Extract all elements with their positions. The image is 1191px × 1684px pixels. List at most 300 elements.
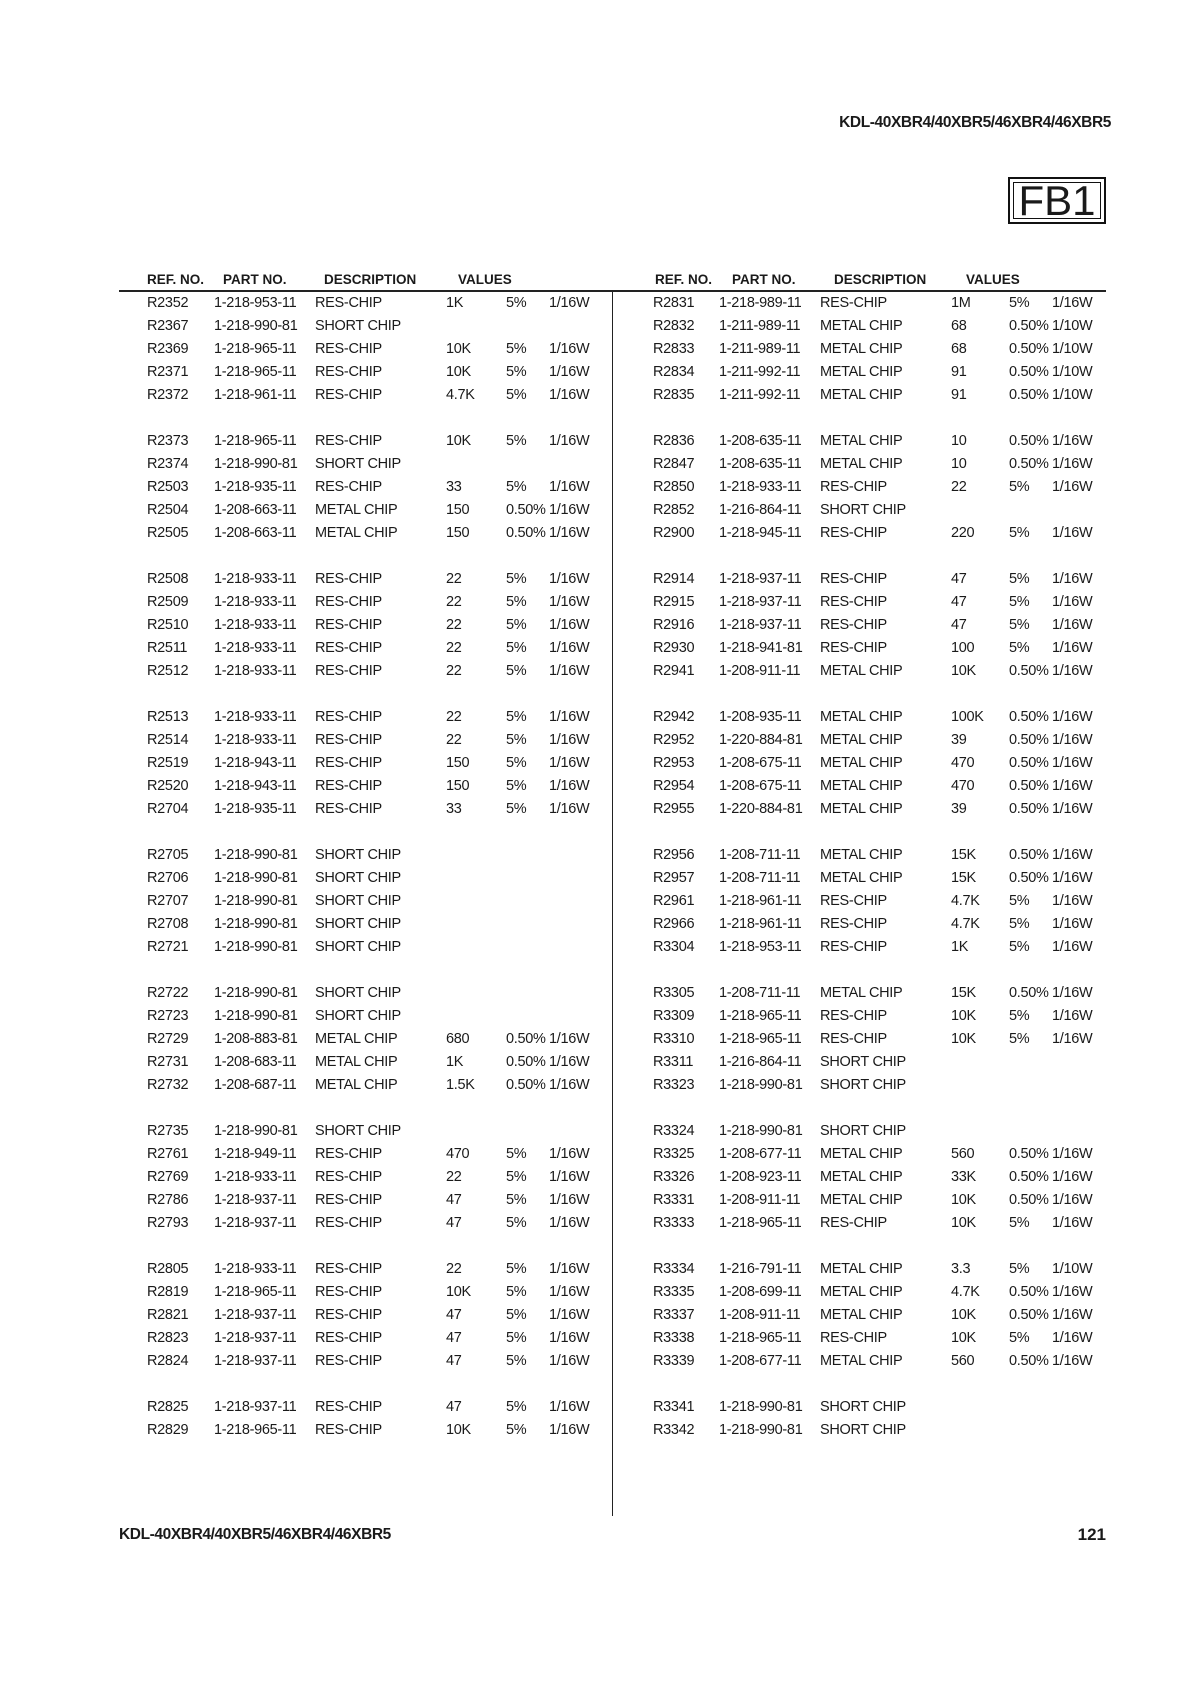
cell-value: 33K (951, 1169, 976, 1185)
cell-tolerance: 0.50% (1009, 1284, 1049, 1300)
cell-ref-no: R3309 (653, 1008, 695, 1024)
cell-ref-no: R2510 (147, 617, 189, 633)
cell-tolerance: 0.50% (506, 1054, 546, 1070)
cell-part-no: 1-218-933-11 (214, 1169, 297, 1185)
cell-part-no: 1-218-943-11 (214, 778, 297, 794)
cell-part-no: 1-208-635-11 (719, 456, 802, 472)
cell-wattage: 1/16W (1052, 916, 1093, 932)
cell-description: METAL CHIP (820, 341, 903, 357)
cell-part-no: 1-218-953-11 (214, 295, 297, 311)
cell-ref-no: R2831 (653, 295, 695, 311)
cell-description: RES-CHIP (315, 295, 382, 311)
footer-model: KDL-40XBR4/40XBR5/46XBR4/46XBR5 (119, 1526, 391, 1543)
cell-value: 470 (951, 755, 975, 771)
cell-ref-no: R2961 (653, 893, 695, 909)
cell-description: RES-CHIP (315, 640, 382, 656)
cell-description: RES-CHIP (315, 663, 382, 679)
cell-wattage: 1/16W (549, 364, 590, 380)
cell-description: RES-CHIP (315, 1169, 382, 1185)
cell-tolerance: 0.50% (1009, 985, 1049, 1001)
cell-tolerance: 0.50% (1009, 456, 1049, 472)
cell-description: METAL CHIP (315, 502, 398, 518)
cell-tolerance: 5% (1009, 1031, 1030, 1047)
cell-value: 22 (446, 594, 462, 610)
cell-ref-no: R2900 (653, 525, 695, 541)
cell-wattage: 1/16W (1052, 755, 1093, 771)
cell-wattage: 1/16W (549, 1330, 590, 1346)
cell-part-no: 1-218-965-11 (214, 341, 297, 357)
cell-description: METAL CHIP (820, 847, 903, 863)
cell-value: 10K (951, 1215, 976, 1231)
cell-description: METAL CHIP (820, 1192, 903, 1208)
cell-part-no: 1-218-937-11 (214, 1307, 297, 1323)
cell-part-no: 1-218-933-11 (214, 640, 297, 656)
cell-tolerance: 0.50% (1009, 778, 1049, 794)
cell-wattage: 1/16W (549, 1353, 590, 1369)
cell-tolerance: 5% (506, 755, 527, 771)
cell-value: 22 (446, 1169, 462, 1185)
cell-part-no: 1-218-937-11 (214, 1215, 297, 1231)
cell-description: SHORT CHIP (820, 1399, 906, 1415)
cell-wattage: 1/16W (549, 778, 590, 794)
cell-description: SHORT CHIP (315, 1008, 401, 1024)
cell-tolerance: 5% (1009, 1330, 1030, 1346)
cell-description: RES-CHIP (315, 1284, 382, 1300)
cell-value: 100K (951, 709, 984, 725)
cell-ref-no: R2704 (147, 801, 189, 817)
cell-tolerance: 5% (506, 1192, 527, 1208)
cell-wattage: 1/16W (1052, 571, 1093, 587)
cell-ref-no: R2706 (147, 870, 189, 886)
cell-tolerance: 0.50% (1009, 732, 1049, 748)
cell-wattage: 1/16W (1052, 709, 1093, 725)
cell-wattage: 1/16W (549, 1192, 590, 1208)
cell-value: 39 (951, 732, 967, 748)
cell-value: 22 (446, 571, 462, 587)
cell-wattage: 1/16W (549, 295, 590, 311)
cell-value: 39 (951, 801, 967, 817)
cell-part-no: 1-218-937-11 (719, 571, 802, 587)
cell-tolerance: 5% (506, 341, 527, 357)
cell-description: RES-CHIP (820, 893, 887, 909)
cell-part-no: 1-208-675-11 (719, 778, 802, 794)
cell-value: 10K (951, 1008, 976, 1024)
cell-ref-no: R2729 (147, 1031, 189, 1047)
cell-part-no: 1-218-990-81 (214, 985, 298, 1001)
cell-part-no: 1-218-965-11 (719, 1008, 802, 1024)
cell-tolerance: 5% (1009, 617, 1030, 633)
cell-tolerance: 0.50% (506, 1077, 546, 1093)
cell-tolerance: 0.50% (1009, 1353, 1049, 1369)
cell-ref-no: R2373 (147, 433, 189, 449)
cell-description: METAL CHIP (820, 1307, 903, 1323)
cell-wattage: 1/16W (1052, 985, 1093, 1001)
cell-tolerance: 0.50% (1009, 709, 1049, 725)
cell-wattage: 1/16W (549, 617, 590, 633)
header-values: VALUES (966, 272, 1020, 287)
cell-description: SHORT CHIP (315, 939, 401, 955)
cell-part-no: 1-218-990-81 (214, 939, 298, 955)
cell-tolerance: 0.50% (506, 525, 546, 541)
cell-ref-no: R2852 (653, 502, 695, 518)
cell-part-no: 1-218-990-81 (214, 456, 298, 472)
cell-part-no: 1-220-884-81 (719, 732, 803, 748)
cell-part-no: 1-220-884-81 (719, 801, 803, 817)
cell-part-no: 1-218-990-81 (214, 870, 298, 886)
column-divider (612, 290, 613, 1516)
cell-ref-no: R2953 (653, 755, 695, 771)
cell-description: SHORT CHIP (820, 502, 906, 518)
cell-wattage: 1/16W (1052, 801, 1093, 817)
cell-description: RES-CHIP (315, 1307, 382, 1323)
cell-value: 10 (951, 456, 967, 472)
cell-tolerance: 5% (506, 709, 527, 725)
cell-wattage: 1/16W (1052, 456, 1093, 472)
cell-ref-no: R2966 (653, 916, 695, 932)
cell-ref-no: R2512 (147, 663, 189, 679)
cell-part-no: 1-208-699-11 (719, 1284, 802, 1300)
cell-value: 150 (446, 502, 470, 518)
cell-part-no: 1-208-683-11 (214, 1054, 297, 1070)
cell-value: 10K (951, 1192, 976, 1208)
cell-part-no: 1-218-953-11 (719, 939, 802, 955)
cell-part-no: 1-208-677-11 (719, 1146, 802, 1162)
cell-description: METAL CHIP (820, 663, 903, 679)
cell-ref-no: R3335 (653, 1284, 695, 1300)
cell-description: RES-CHIP (315, 1399, 382, 1415)
cell-wattage: 1/10W (1052, 364, 1093, 380)
cell-wattage: 1/16W (549, 1422, 590, 1438)
cell-wattage: 1/16W (1052, 1330, 1093, 1346)
cell-value: 1K (951, 939, 969, 955)
cell-ref-no: R2825 (147, 1399, 189, 1415)
cell-tolerance: 5% (506, 1399, 527, 1415)
cell-description: SHORT CHIP (315, 870, 401, 886)
cell-value: 560 (951, 1146, 975, 1162)
cell-value: 22 (951, 479, 967, 495)
cell-part-no: 1-218-941-81 (719, 640, 803, 656)
cell-description: SHORT CHIP (820, 1123, 906, 1139)
cell-description: SHORT CHIP (315, 847, 401, 863)
cell-ref-no: R2914 (653, 571, 695, 587)
cell-value: 22 (446, 1261, 462, 1277)
cell-tolerance: 5% (506, 571, 527, 587)
cell-ref-no: R3333 (653, 1215, 695, 1231)
cell-description: RES-CHIP (315, 709, 382, 725)
cell-wattage: 1/16W (1052, 893, 1093, 909)
cell-ref-no: R2829 (147, 1422, 189, 1438)
cell-value: 15K (951, 847, 976, 863)
cell-tolerance: 0.50% (1009, 433, 1049, 449)
cell-value: 470 (951, 778, 975, 794)
cell-value: 15K (951, 870, 976, 886)
cell-ref-no: R3324 (653, 1123, 695, 1139)
cell-value: 47 (951, 617, 967, 633)
cell-ref-no: R3325 (653, 1146, 695, 1162)
cell-part-no: 1-208-883-81 (214, 1031, 298, 1047)
cell-value: 91 (951, 387, 967, 403)
cell-part-no: 1-218-961-11 (719, 893, 802, 909)
board-label: FB1 (1013, 182, 1101, 219)
cell-part-no: 1-218-990-81 (214, 318, 298, 334)
cell-description: RES-CHIP (315, 778, 382, 794)
cell-description: RES-CHIP (820, 939, 887, 955)
cell-part-no: 1-218-949-11 (214, 1146, 297, 1162)
cell-wattage: 1/16W (549, 755, 590, 771)
cell-tolerance: 0.50% (1009, 847, 1049, 863)
cell-description: METAL CHIP (820, 985, 903, 1001)
cell-ref-no: R2520 (147, 778, 189, 794)
cell-description: RES-CHIP (820, 916, 887, 932)
cell-description: RES-CHIP (820, 1008, 887, 1024)
cell-ref-no: R2957 (653, 870, 695, 886)
cell-description: RES-CHIP (820, 594, 887, 610)
cell-part-no: 1-218-933-11 (214, 617, 297, 633)
cell-description: METAL CHIP (820, 1146, 903, 1162)
cell-ref-no: R3339 (653, 1353, 695, 1369)
cell-ref-no: R2916 (653, 617, 695, 633)
cell-tolerance: 0.50% (1009, 341, 1049, 357)
cell-description: RES-CHIP (820, 1215, 887, 1231)
cell-part-no: 1-218-965-11 (214, 1422, 297, 1438)
cell-value: 33 (446, 479, 462, 495)
cell-wattage: 1/16W (1052, 1215, 1093, 1231)
cell-part-no: 1-208-711-11 (719, 870, 801, 886)
cell-value: 15K (951, 985, 976, 1001)
cell-value: 1.5K (446, 1077, 475, 1093)
cell-ref-no: R2372 (147, 387, 189, 403)
cell-part-no: 1-218-965-11 (719, 1330, 802, 1346)
cell-part-no: 1-208-711-11 (719, 847, 801, 863)
cell-part-no: 1-208-711-11 (719, 985, 801, 1001)
header-ref-no: REF. NO. (655, 272, 713, 287)
cell-value: 4.7K (446, 387, 475, 403)
cell-value: 4.7K (951, 1284, 980, 1300)
cell-wattage: 1/16W (549, 433, 590, 449)
cell-ref-no: R2367 (147, 318, 189, 334)
cell-ref-no: R2824 (147, 1353, 189, 1369)
cell-part-no: 1-218-933-11 (214, 663, 297, 679)
cell-ref-no: R3323 (653, 1077, 695, 1093)
cell-description: SHORT CHIP (315, 985, 401, 1001)
cell-part-no: 1-211-992-11 (719, 364, 801, 380)
cell-value: 10K (951, 663, 976, 679)
cell-description: METAL CHIP (820, 433, 903, 449)
cell-description: METAL CHIP (820, 364, 903, 380)
cell-wattage: 1/16W (1052, 1146, 1093, 1162)
cell-part-no: 1-208-687-11 (214, 1077, 297, 1093)
cell-tolerance: 5% (506, 1215, 527, 1231)
cell-part-no: 1-208-935-11 (719, 709, 802, 725)
cell-ref-no: R3326 (653, 1169, 695, 1185)
cell-tolerance: 0.50% (1009, 801, 1049, 817)
cell-value: 680 (446, 1031, 470, 1047)
cell-wattage: 1/10W (1052, 318, 1093, 334)
cell-wattage: 1/16W (1052, 1284, 1093, 1300)
cell-tolerance: 5% (1009, 479, 1030, 495)
cell-part-no: 1-218-990-81 (719, 1399, 803, 1415)
cell-wattage: 1/16W (549, 1054, 590, 1070)
cell-tolerance: 5% (1009, 295, 1030, 311)
cell-ref-no: R2836 (653, 433, 695, 449)
cell-ref-no: R3305 (653, 985, 695, 1001)
cell-description: SHORT CHIP (315, 456, 401, 472)
cell-value: 47 (446, 1399, 462, 1415)
cell-ref-no: R3304 (653, 939, 695, 955)
cell-description: RES-CHIP (315, 617, 382, 633)
cell-value: 10K (446, 364, 471, 380)
cell-part-no: 1-218-990-81 (214, 847, 298, 863)
cell-value: 47 (951, 571, 967, 587)
cell-ref-no: R3338 (653, 1330, 695, 1346)
cell-description: RES-CHIP (315, 1353, 382, 1369)
cell-part-no: 1-208-677-11 (719, 1353, 802, 1369)
cell-ref-no: R2735 (147, 1123, 189, 1139)
cell-part-no: 1-218-937-11 (214, 1353, 297, 1369)
cell-value: 10K (951, 1330, 976, 1346)
cell-tolerance: 5% (506, 663, 527, 679)
cell-description: SHORT CHIP (820, 1054, 906, 1070)
cell-description: SHORT CHIP (315, 1123, 401, 1139)
cell-description: SHORT CHIP (820, 1422, 906, 1438)
cell-description: RES-CHIP (820, 617, 887, 633)
cell-wattage: 1/16W (1052, 640, 1093, 656)
cell-wattage: 1/16W (549, 1399, 590, 1415)
cell-description: RES-CHIP (820, 1330, 887, 1346)
cell-ref-no: R2805 (147, 1261, 189, 1277)
cell-value: 47 (446, 1192, 462, 1208)
cell-value: 150 (446, 525, 470, 541)
cell-tolerance: 5% (1009, 1008, 1030, 1024)
cell-tolerance: 5% (1009, 640, 1030, 656)
cell-wattage: 1/16W (1052, 617, 1093, 633)
cell-wattage: 1/16W (1052, 663, 1093, 679)
cell-part-no: 1-218-990-81 (214, 1008, 298, 1024)
cell-tolerance: 0.50% (1009, 870, 1049, 886)
cell-wattage: 1/16W (1052, 732, 1093, 748)
cell-description: METAL CHIP (315, 1031, 398, 1047)
cell-description: METAL CHIP (820, 318, 903, 334)
cell-tolerance: 5% (506, 479, 527, 495)
cell-ref-no: R2514 (147, 732, 189, 748)
cell-value: 4.7K (951, 916, 980, 932)
cell-ref-no: R3310 (653, 1031, 695, 1047)
cell-description: RES-CHIP (315, 755, 382, 771)
cell-tolerance: 5% (506, 364, 527, 380)
cell-wattage: 1/16W (549, 709, 590, 725)
cell-description: METAL CHIP (820, 801, 903, 817)
cell-description: RES-CHIP (315, 594, 382, 610)
cell-tolerance: 0.50% (1009, 387, 1049, 403)
cell-value: 47 (446, 1353, 462, 1369)
cell-wattage: 1/16W (549, 479, 590, 495)
cell-value: 47 (446, 1330, 462, 1346)
cell-description: METAL CHIP (820, 1353, 903, 1369)
cell-wattage: 1/16W (1052, 1008, 1093, 1024)
cell-ref-no: R2915 (653, 594, 695, 610)
cell-description: METAL CHIP (820, 709, 903, 725)
cell-part-no: 1-218-933-11 (214, 594, 297, 610)
cell-part-no: 1-218-933-11 (214, 1261, 297, 1277)
cell-value: 220 (951, 525, 975, 541)
cell-tolerance: 5% (506, 1146, 527, 1162)
cell-ref-no: R2930 (653, 640, 695, 656)
cell-ref-no: R2793 (147, 1215, 189, 1231)
cell-ref-no: R2504 (147, 502, 189, 518)
cell-ref-no: R2707 (147, 893, 189, 909)
cell-part-no: 1-216-864-11 (719, 502, 802, 518)
cell-ref-no: R2503 (147, 479, 189, 495)
cell-tolerance: 5% (506, 295, 527, 311)
cell-part-no: 1-208-663-11 (214, 502, 297, 518)
cell-tolerance: 5% (506, 640, 527, 656)
cell-description: RES-CHIP (315, 1192, 382, 1208)
cell-ref-no: R3331 (653, 1192, 695, 1208)
cell-wattage: 1/10W (1052, 387, 1093, 403)
cell-wattage: 1/16W (1052, 1192, 1093, 1208)
cell-ref-no: R2705 (147, 847, 189, 863)
cell-description: RES-CHIP (820, 525, 887, 541)
cell-description: METAL CHIP (820, 1261, 903, 1277)
cell-tolerance: 0.50% (1009, 1146, 1049, 1162)
cell-tolerance: 5% (1009, 1215, 1030, 1231)
cell-description: RES-CHIP (315, 732, 382, 748)
cell-tolerance: 5% (1009, 893, 1030, 909)
cell-wattage: 1/16W (1052, 1353, 1093, 1369)
cell-ref-no: R2834 (653, 364, 695, 380)
cell-wattage: 1/16W (1052, 433, 1093, 449)
cell-value: 150 (446, 778, 470, 794)
cell-description: RES-CHIP (820, 1031, 887, 1047)
cell-ref-no: R2352 (147, 295, 189, 311)
cell-wattage: 1/16W (549, 640, 590, 656)
cell-description: RES-CHIP (820, 640, 887, 656)
cell-description: RES-CHIP (315, 801, 382, 817)
cell-part-no: 1-211-992-11 (719, 387, 801, 403)
cell-ref-no: R2819 (147, 1284, 189, 1300)
cell-wattage: 1/16W (1052, 870, 1093, 886)
cell-wattage: 1/16W (1052, 1031, 1093, 1047)
cell-ref-no: R2721 (147, 939, 189, 955)
cell-value: 10K (446, 433, 471, 449)
cell-part-no: 1-218-935-11 (214, 479, 297, 495)
cell-ref-no: R2832 (653, 318, 695, 334)
cell-tolerance: 5% (506, 1353, 527, 1369)
cell-wattage: 1/16W (1052, 1307, 1093, 1323)
cell-part-no: 1-218-937-11 (214, 1399, 297, 1415)
cell-ref-no: R2823 (147, 1330, 189, 1346)
cell-value: 10K (446, 1284, 471, 1300)
cell-ref-no: R2954 (653, 778, 695, 794)
cell-tolerance: 5% (1009, 1261, 1030, 1277)
page-number: 121 (1077, 1525, 1106, 1544)
cell-value: 47 (951, 594, 967, 610)
cell-ref-no: R2847 (653, 456, 695, 472)
cell-wattage: 1/16W (549, 1031, 590, 1047)
cell-description: RES-CHIP (315, 433, 382, 449)
model-header: KDL-40XBR4/40XBR5/46XBR4/46XBR5 (839, 114, 1111, 131)
cell-tolerance: 5% (506, 1261, 527, 1277)
cell-part-no: 1-218-937-11 (719, 594, 802, 610)
cell-description: METAL CHIP (820, 456, 903, 472)
header-description: DESCRIPTION (324, 272, 417, 287)
cell-ref-no: R2708 (147, 916, 189, 932)
cell-part-no: 1-218-990-81 (214, 893, 298, 909)
cell-value: 100 (951, 640, 975, 656)
cell-value: 470 (446, 1146, 470, 1162)
cell-description: RES-CHIP (315, 479, 382, 495)
cell-part-no: 1-218-990-81 (214, 916, 298, 932)
